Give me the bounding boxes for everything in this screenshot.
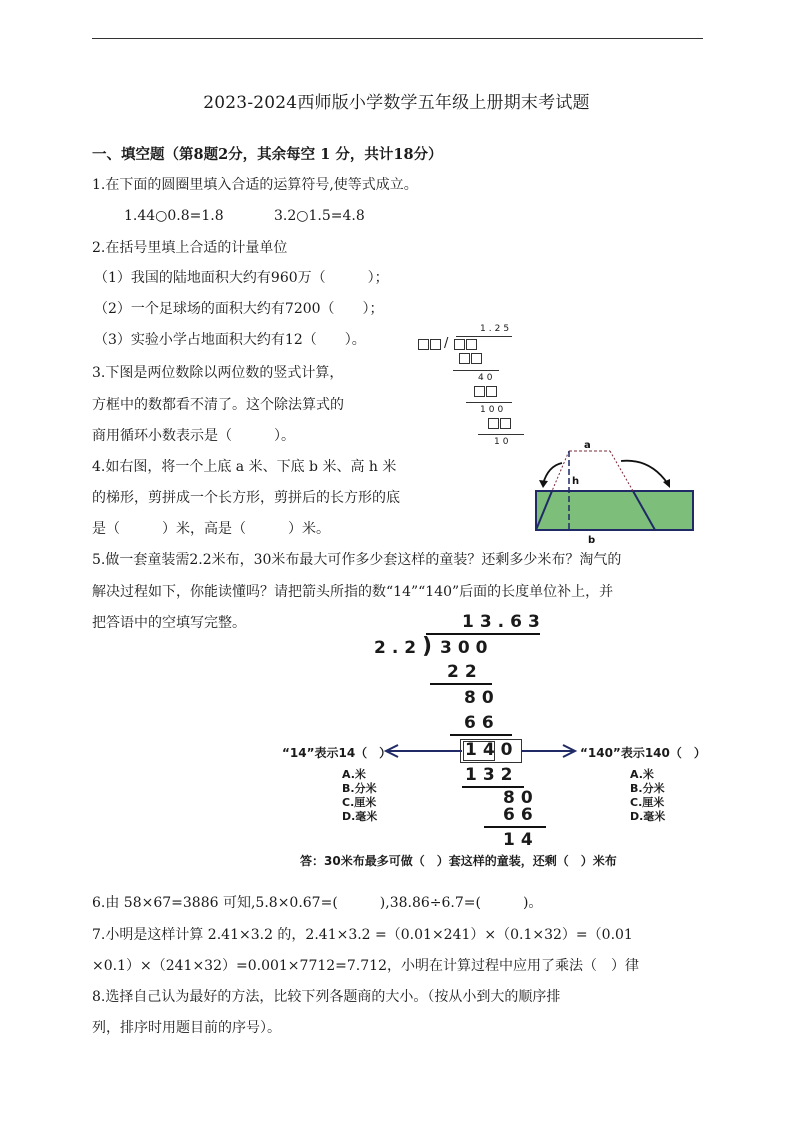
q3-box [454, 339, 465, 350]
q5-rule [450, 734, 512, 736]
q3-remainder-1: 40 [478, 373, 496, 383]
q5-rule [430, 683, 492, 685]
q3-remainder-3: 10 [494, 437, 512, 447]
question-5-line-3: 把答语中的空填写完整。 [92, 615, 246, 631]
question-2-item-2: （2）一个足球场的面积大约有7200（ ）； [94, 301, 384, 317]
q5-step: 66 [503, 805, 539, 825]
q3-bracket: / [444, 336, 449, 351]
q5-division-bar [426, 633, 540, 635]
q3-box [430, 339, 441, 350]
q3-rule [466, 402, 512, 403]
question-3-line-2: 方框中的数都看不清了。这个除法算式的 [92, 397, 344, 413]
question-8-line-2: 列，排序时用题目前的序号）。 [92, 1020, 281, 1036]
q3-division-bar [456, 336, 512, 337]
option-a: A.米 [342, 768, 366, 781]
option-a: A.米 [630, 768, 654, 781]
q5-dividend: 300 [440, 638, 494, 658]
label-b: b [588, 535, 596, 546]
q3-quotient: 1.25 [480, 324, 513, 334]
q5-step: 14 [503, 830, 539, 850]
q5-rule [484, 826, 546, 828]
q5-step: 80 [464, 688, 500, 708]
q5-answer-line: 答：30米布最多可做（ ）套这样的童装，还剩（ ）米布 [300, 854, 617, 868]
right-options [630, 768, 665, 824]
option-c: C.厘米 [342, 796, 377, 809]
q5-bracket: ) [422, 634, 433, 659]
left-options [342, 768, 377, 824]
question-7-line-2: ×0.1）×（241×32）=0.001×7712=7.712，小明在计算过程中应用了乘法（ ）律 [92, 958, 639, 974]
option-d: D.毫米 [630, 810, 666, 823]
option-b: B.分米 [630, 782, 665, 795]
left-arrow-icon [382, 742, 462, 760]
q5-step-140: 140 [465, 740, 519, 760]
question-1-expr-2: 3.2○1.5=4.8 [274, 208, 365, 224]
question-5-line-2: 解决过程如下，你能读懂吗？请把箭头所指的数“14”“140”后面的长度单位补上，并 [92, 584, 614, 600]
left-label: “14”表示14（ ） [282, 746, 392, 760]
q3-box [471, 353, 482, 364]
q3-rule [453, 370, 499, 371]
page-title: 2023-2024西师版小学数学五年级上册期末考试题 [203, 93, 590, 113]
q3-box [500, 418, 511, 429]
q3-box [474, 386, 485, 397]
question-2-text: 2.在括号里填上合适的计量单位 [92, 240, 288, 256]
question-7-line-1: 7.小明是这样计算 2.41×3.2 的，2.41×3.2 =（0.01×241）×（0.1×32）=（0.01 [92, 927, 633, 943]
right-arrow-icon [521, 742, 579, 760]
question-3-line-3: 商用循环小数表示是（ ）。 [92, 428, 295, 444]
question-5-division-diagram [270, 610, 710, 870]
q5-step: 80 [503, 788, 539, 808]
question-1-expr-1: 1.44○0.8=1.8 [124, 208, 224, 224]
q3-remainder-2: 100 [480, 405, 507, 415]
question-4-line-2: 的梯形，剪拼成一个长方形，剪拼后的长方形的底 [92, 490, 400, 506]
question-1-text: 1.在下面的圆圈里填入合适的运算符号,使等式成立。 [92, 177, 418, 193]
question-3-line-1: 3.下图是两位数除以两位数的竖式计算， [92, 365, 344, 381]
q5-step: 66 [464, 713, 500, 733]
question-6-text: 6.由 58×67=3886 可知,5.8×0.67=( ),38.86÷6.7=( )。 [92, 895, 543, 911]
question-3-division-diagram [418, 322, 528, 452]
section-heading: 一、填空题（第8题2分，其余每空 1 分，共计18分） [92, 146, 443, 163]
q5-divisor: 2.2 [374, 638, 423, 658]
option-b: B.分米 [342, 782, 377, 795]
q5-step: 132 [465, 765, 519, 785]
q5-step: 22 [447, 662, 483, 682]
q3-box [418, 339, 429, 350]
question-5-line-1: 5.做一套童装需2.2米布，30米布最大可作多少套这样的童装？还剩多少米布？淘气的 [92, 552, 622, 568]
header-rule [92, 38, 703, 39]
q3-box [459, 353, 470, 364]
q3-box [488, 418, 499, 429]
q3-rule [478, 434, 524, 435]
question-8-line-1: 8.选择自己认为最好的方法，比较下列各题商的大小。（按从小到大的顺序排 [92, 989, 561, 1005]
question-2-item-3: （3）实验小学占地面积大约有12（ ）。 [94, 332, 366, 348]
q3-box [486, 386, 497, 397]
question-4-trapezoid-diagram [530, 436, 700, 546]
q5-quotient: 13.63 [462, 612, 546, 632]
question-2-item-1: （1）我国的陆地面积大约有960万（ ）； [94, 270, 389, 286]
right-label: “140”表示140（ ） [580, 746, 706, 760]
option-d: D.毫米 [342, 810, 378, 823]
label-a: a [584, 440, 591, 451]
question-4-line-3: 是（ ）米，高是（ ）米。 [92, 521, 330, 537]
option-c: C.厘米 [630, 796, 665, 809]
question-4-line-1: 4.如右图，将一个上底 a 米、下底 b 米、高 h 米 [92, 459, 397, 475]
label-h: h [572, 476, 580, 487]
q3-box [466, 339, 477, 350]
